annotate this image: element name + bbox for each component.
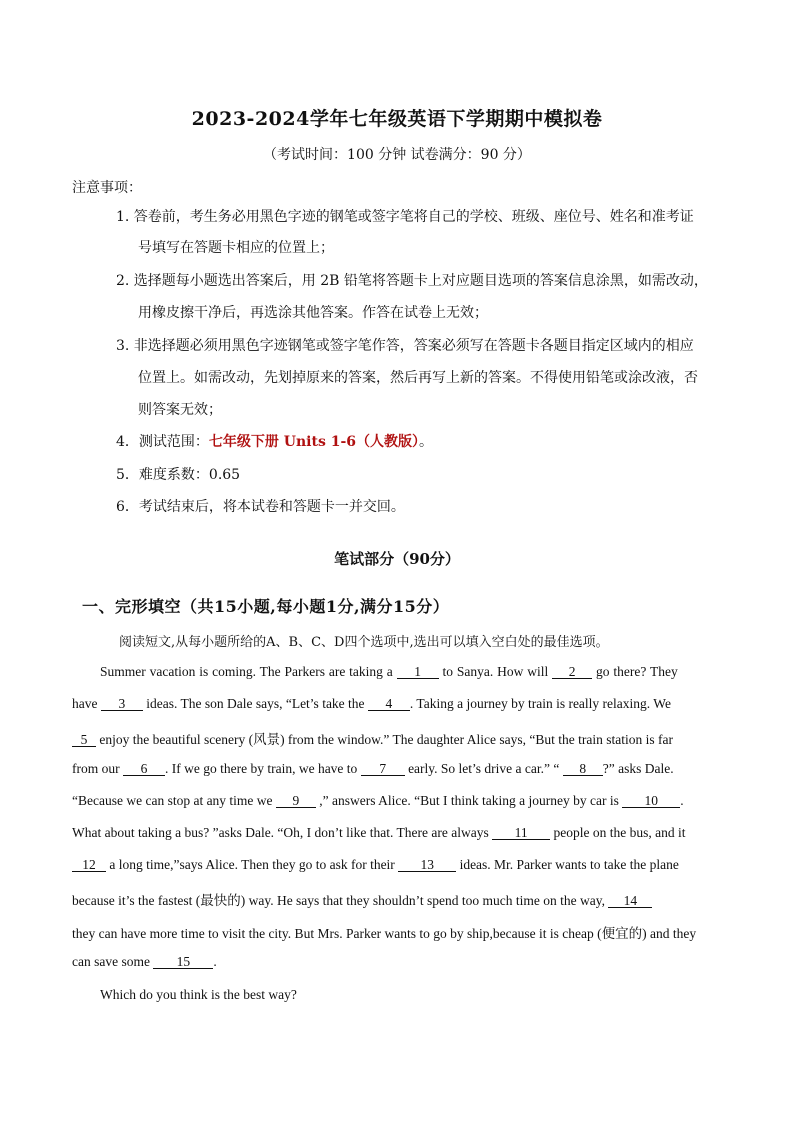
page-title: 2023-2024学年七年级英语下学期期中模拟卷 xyxy=(191,108,603,130)
written-part-heading: 笔试部分（90分） xyxy=(334,550,460,568)
passage-line xyxy=(72,728,722,748)
notice-item-2: 2. 选择题每小题选出答案后，用 2B 铅笔将答题卡上对应题目选项的答案信息涂黑，如需改动， xyxy=(116,273,708,289)
passage-text: can save some xyxy=(72,954,150,969)
passage-text: . xyxy=(680,793,684,808)
notice-item-1-cont: 号填写在答题卡相应的位置上； xyxy=(138,240,334,256)
notice-item-1: 1. 答卷前，考生务必用黑色字迹的钢笔或签字笔将自己的学校、班级、座位号、姓名和准考证 xyxy=(116,209,694,225)
blank-5: 5 xyxy=(72,733,96,747)
blank-1: 1 xyxy=(397,665,439,679)
passage-text: ideas. The son Dale says, “Let’s take the xyxy=(146,696,365,711)
exam-info: （考试时间：100 分钟 试卷满分：90 分） xyxy=(263,147,531,163)
blank-12: 12 xyxy=(72,858,106,872)
notice-item-3: 3. 非选择题必须用黑色字迹钢笔或签字笔作答，答案必须写在答题卡各题目指定区域内的相应 xyxy=(116,338,694,354)
passage-line xyxy=(72,922,722,942)
passage-line xyxy=(72,793,722,809)
passage-text: to Sanya. How will xyxy=(442,664,549,679)
blank-14: 14 xyxy=(608,894,652,908)
passage-line xyxy=(72,761,722,777)
blank-2: 2 xyxy=(552,665,592,679)
closing-question: Which do you think is the best way? xyxy=(100,987,297,1002)
passage-text: ,” answers Alice. “But I think taking a journey by car is xyxy=(319,793,619,808)
blank-9: 9 xyxy=(276,794,316,808)
passage-text: enjoy the beautiful scenery (风景) from the window.” The daughter Alice says, “But the train station is far xyxy=(99,732,673,747)
passage-text: because it’s the fastest (最快的) way. He says that they shouldn’t spend too much time on the way, xyxy=(72,893,606,908)
blank-6: 6 xyxy=(123,762,165,776)
passage-text: . Taking a journey by train is really relaxing. We xyxy=(409,696,671,711)
blank-8: 8 xyxy=(563,762,603,776)
passage-text: go there? They xyxy=(596,664,678,679)
passage-text: people on the bus, and it xyxy=(553,825,686,840)
passage-text: . If we go there by train, we have to xyxy=(165,761,358,776)
passage-text: ideas. Mr. Parker wants to take the plane xyxy=(459,857,679,872)
passage-text: . xyxy=(213,954,217,969)
passage-text: a long time,”says Alice. Then they go to ask for their xyxy=(109,857,395,872)
test-range-value: 七年级下册 Units 1-6（人教版） xyxy=(208,434,420,450)
passage-line xyxy=(72,696,722,712)
test-range-label: 4．测试范围： xyxy=(116,434,209,450)
section-heading: 一、完形填空（共15小题,每小题1分,满分15分） xyxy=(82,597,450,616)
notice-label: 注意事项： xyxy=(72,180,142,196)
passage-text: “Because we can stop at any time we xyxy=(72,793,273,808)
passage-line xyxy=(72,825,722,841)
test-range-end: 。 xyxy=(419,434,434,450)
passage-text: they can have more time to visit the city. But Mrs. Parker wants to go by ship,because it is cheap (便宜的) and they xyxy=(72,926,697,941)
blank-10: 10 xyxy=(622,794,680,808)
passage-line xyxy=(72,954,722,970)
notice-item-3-cont: 位置上。如需改动，先划掉原来的答案，然后再写上新的答案。不得使用铅笔或涂改液，否 xyxy=(138,370,698,386)
notice-item-2-cont: 用橡皮擦干净后，再选涂其他答案。作答在试卷上无效； xyxy=(138,305,488,321)
notice-item-3-cont2: 则答案无效； xyxy=(138,402,222,418)
passage-text: What about taking a bus? ”asks Dale. “Oh, I don’t like that. There are always xyxy=(72,825,489,840)
passage-text: from our xyxy=(72,761,120,776)
blank-3: 3 xyxy=(101,697,143,711)
passage-line xyxy=(100,664,722,680)
blank-15: 15 xyxy=(153,955,213,969)
section-instruction: 阅读短文,从每小题所给的A、B、C、D四个选项中,选出可以填入空白处的最佳选项。 xyxy=(119,635,609,650)
passage-text: early. So let’s drive a car.” “ xyxy=(408,761,560,776)
notice-item-5: 5．难度系数：0.65 xyxy=(116,467,241,483)
notice-item-6: 6．考试结束后，将本试卷和答题卡一并交回。 xyxy=(116,499,405,515)
blank-11: 11 xyxy=(492,826,550,840)
blank-13: 13 xyxy=(398,858,456,872)
passage-text: have xyxy=(72,696,98,711)
blank-4: 4 xyxy=(368,697,410,711)
passage-text: Summer vacation is coming. The Parkers are taking a xyxy=(100,664,393,679)
passage-line xyxy=(72,857,722,873)
passage-text: ?” asks Dale. xyxy=(602,761,674,776)
blank-7: 7 xyxy=(361,762,405,776)
notice-item-4 xyxy=(116,432,433,452)
passage-line xyxy=(72,889,722,909)
